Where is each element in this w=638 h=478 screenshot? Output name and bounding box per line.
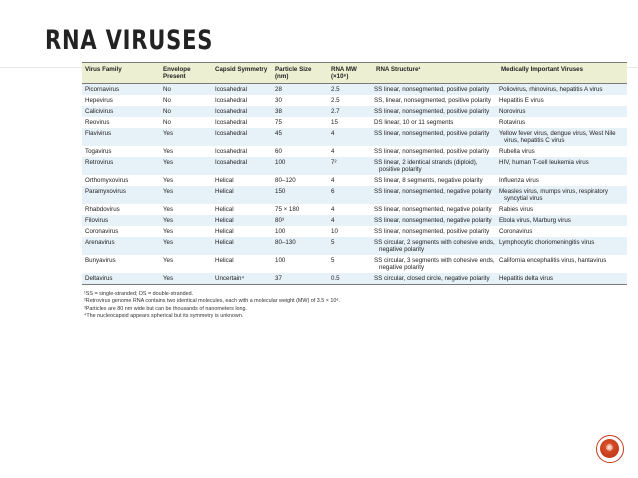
cell-family: Arenavirus xyxy=(82,237,160,255)
cell-mw: 4 xyxy=(328,215,373,226)
cell-family: Rhabdovirus xyxy=(82,204,160,215)
cell-envelope: Yes xyxy=(160,157,212,175)
cell-viruses: Rotavirus xyxy=(498,117,627,128)
cell-capsid: Uncertain⁴ xyxy=(212,273,272,285)
cell-particle: 80³ xyxy=(272,215,328,226)
cell-particle: 45 xyxy=(272,128,328,146)
table-row xyxy=(82,204,627,215)
cell-particle: 100 xyxy=(272,226,328,237)
cell-family: Flavivirus xyxy=(82,128,160,146)
virus-table-figure xyxy=(82,62,627,321)
ornament-glyph: ✺ xyxy=(605,443,614,454)
cell-capsid: Icosahedral xyxy=(212,84,272,96)
cell-structure: DS linear, 10 or 11 segments xyxy=(373,117,498,128)
cell-viruses: Ebola virus, Marburg virus xyxy=(498,215,627,226)
cell-family: Bunyavirus xyxy=(82,255,160,273)
cell-structure: SS linear, 2 identical strands (diploid), positive polarity xyxy=(373,157,498,175)
cell-viruses: HIV, human T-cell leukemia virus xyxy=(498,157,627,175)
cell-family: Filovirus xyxy=(82,215,160,226)
cell-capsid: Icosahedral xyxy=(212,95,272,106)
cell-family: Retrovirus xyxy=(82,157,160,175)
cell-family: Picornavirus xyxy=(82,84,160,96)
table-row xyxy=(82,175,627,186)
cell-family: Togavirus xyxy=(82,146,160,157)
cell-mw: 2.5 xyxy=(328,95,373,106)
cell-family: Calicivirus xyxy=(82,106,160,117)
table-row xyxy=(82,128,627,146)
cell-envelope: Yes xyxy=(160,204,212,215)
footnote: ⁴The nucleocapsid appears spherical but its symmetry is unknown. xyxy=(84,313,244,320)
cell-viruses: Measles virus, mumps virus, respiratory syncytial virus xyxy=(498,186,627,204)
table-row xyxy=(82,95,627,106)
cell-particle: 150 xyxy=(272,186,328,204)
cell-particle: 100 xyxy=(272,157,328,175)
cell-particle: 37 xyxy=(272,273,328,285)
cell-mw: 2.7 xyxy=(328,106,373,117)
cell-family: Hepevirus xyxy=(82,95,160,106)
cell-envelope: Yes xyxy=(160,128,212,146)
cell-viruses: Hepatitis E virus xyxy=(498,95,627,106)
cell-family: Coronavirus xyxy=(82,226,160,237)
cell-structure: SS circular, 2 segments with cohesive ends, negative polarity xyxy=(373,237,498,255)
page-title: RNA VIRUSES xyxy=(45,25,214,56)
cell-envelope: Yes xyxy=(160,146,212,157)
header-envelope: Envelope Present xyxy=(160,63,212,84)
cell-viruses: Coronavirus xyxy=(498,226,627,237)
cell-structure: SS linear, nonsegmented, negative polarity xyxy=(373,186,498,204)
cell-family: Reovirus xyxy=(82,117,160,128)
circle-ornament-icon xyxy=(596,435,624,463)
table-row xyxy=(82,186,627,204)
cell-capsid: Helical xyxy=(212,255,272,273)
cell-particle: 38 xyxy=(272,106,328,117)
cell-viruses: Lymphocytic choriomeningitis virus xyxy=(498,237,627,255)
cell-mw: 5 xyxy=(328,237,373,255)
cell-mw: 5 xyxy=(328,255,373,273)
cell-particle: 28 xyxy=(272,84,328,96)
header-rna-structure: RNA Structure¹ xyxy=(373,63,498,84)
cell-envelope: No xyxy=(160,84,212,96)
header-capsid: Capsid Symmetry xyxy=(212,63,272,84)
cell-capsid: Icosahedral xyxy=(212,146,272,157)
cell-mw: 0.5 xyxy=(328,273,373,285)
cell-particle: 100 xyxy=(272,255,328,273)
cell-capsid: Icosahedral xyxy=(212,128,272,146)
cell-envelope: No xyxy=(160,117,212,128)
table-row xyxy=(82,273,627,285)
cell-structure: SS linear, nonsegmented, negative polarity xyxy=(373,215,498,226)
cell-family: Paramyxovirus xyxy=(82,186,160,204)
cell-particle: 60 xyxy=(272,146,328,157)
cell-particle: 80–130 xyxy=(272,237,328,255)
cell-viruses: Norovirus xyxy=(498,106,627,117)
table-footnotes xyxy=(82,291,627,321)
cell-mw: 6 xyxy=(328,186,373,204)
cell-capsid: Icosahedral xyxy=(212,117,272,128)
cell-structure: SS linear, nonsegmented, positive polarity xyxy=(373,128,498,146)
cell-capsid: Helical xyxy=(212,226,272,237)
cell-structure: SS, linear, nonsegmented, positive polarity xyxy=(373,95,498,106)
cell-capsid: Helical xyxy=(212,175,272,186)
header-virus-family: Virus Family xyxy=(82,63,160,84)
cell-viruses: Influenza virus xyxy=(498,175,627,186)
cell-viruses: Rabies virus xyxy=(498,204,627,215)
cell-structure: SS linear, nonsegmented, negative polarity xyxy=(373,204,498,215)
table-row xyxy=(82,146,627,157)
cell-envelope: Yes xyxy=(160,237,212,255)
cell-particle: 30 xyxy=(272,95,328,106)
cell-mw: 15 xyxy=(328,117,373,128)
cell-mw: 4 xyxy=(328,175,373,186)
cell-mw: 4 xyxy=(328,204,373,215)
cell-envelope: No xyxy=(160,106,212,117)
table-row xyxy=(82,255,627,273)
footnote: ³Particles are 80 nm wide but can be thousands of nanometers long. xyxy=(84,305,248,312)
cell-structure: SS linear, nonsegmented, positive polarity xyxy=(373,106,498,117)
cell-capsid: Helical xyxy=(212,186,272,204)
cell-envelope: No xyxy=(160,95,212,106)
cell-mw: 4 xyxy=(328,128,373,146)
cell-viruses: California encephalitis virus, hantavirus xyxy=(498,255,627,273)
table-row xyxy=(82,226,627,237)
cell-structure: SS linear, nonsegmented, positive polarity xyxy=(373,146,498,157)
rna-virus-table xyxy=(82,62,627,285)
footnote: ¹SS = single-stranded; DS = double-stranded. xyxy=(84,291,194,297)
cell-mw: 2.5 xyxy=(328,84,373,96)
ornament-core xyxy=(600,439,619,458)
footnote: ²Retrovirus genome RNA contains two identical molecules, each with a molecular weight (MW) of 3.5 × 10⁶. xyxy=(84,298,341,305)
cell-viruses: Hepatitis delta virus xyxy=(498,273,627,285)
cell-envelope: Yes xyxy=(160,186,212,204)
cell-envelope: Yes xyxy=(160,226,212,237)
cell-envelope: Yes xyxy=(160,255,212,273)
header-medical-viruses: Medically Important Viruses xyxy=(498,63,627,84)
cell-structure: SS linear, nonsegmented, positive polarity xyxy=(373,84,498,96)
table-row xyxy=(82,117,627,128)
cell-mw: 4 xyxy=(328,146,373,157)
table-row xyxy=(82,106,627,117)
cell-family: Orthomyxovirus xyxy=(82,175,160,186)
cell-family: Deltavirus xyxy=(82,273,160,285)
cell-mw: 7² xyxy=(328,157,373,175)
cell-particle: 75 × 180 xyxy=(272,204,328,215)
cell-particle: 80–120 xyxy=(272,175,328,186)
cell-particle: 75 xyxy=(272,117,328,128)
cell-structure: SS linear, nonsegmented, positive polarity xyxy=(373,226,498,237)
cell-capsid: Icosahedral xyxy=(212,106,272,117)
cell-viruses: Yellow fever virus, dengue virus, West Nile virus, hepatitis C virus xyxy=(498,128,627,146)
cell-structure: SS circular, 3 segments with cohesive ends, negative polarity xyxy=(373,255,498,273)
table-body xyxy=(82,84,627,285)
table-row xyxy=(82,215,627,226)
cell-envelope: Yes xyxy=(160,175,212,186)
cell-envelope: Yes xyxy=(160,215,212,226)
cell-structure: SS linear, 8 segments, negative polarity xyxy=(373,175,498,186)
cell-viruses: Poliovirus, rhinovirus, hepatitis A virus xyxy=(498,84,627,96)
cell-capsid: Helical xyxy=(212,204,272,215)
table-row xyxy=(82,237,627,255)
header-particle-size: Particle Size (nm) xyxy=(272,63,328,84)
cell-structure: SS circular, closed circle, negative polarity xyxy=(373,273,498,285)
table-row xyxy=(82,84,627,96)
table-row xyxy=(82,157,627,175)
cell-capsid: Helical xyxy=(212,237,272,255)
cell-capsid: Helical xyxy=(212,215,272,226)
header-rna-mw: RNA MW (×10⁶) xyxy=(328,63,373,84)
cell-mw: 10 xyxy=(328,226,373,237)
cell-capsid: Icosahedral xyxy=(212,157,272,175)
cell-envelope: Yes xyxy=(160,273,212,285)
table-header-row xyxy=(82,63,627,84)
cell-viruses: Rubella virus xyxy=(498,146,627,157)
